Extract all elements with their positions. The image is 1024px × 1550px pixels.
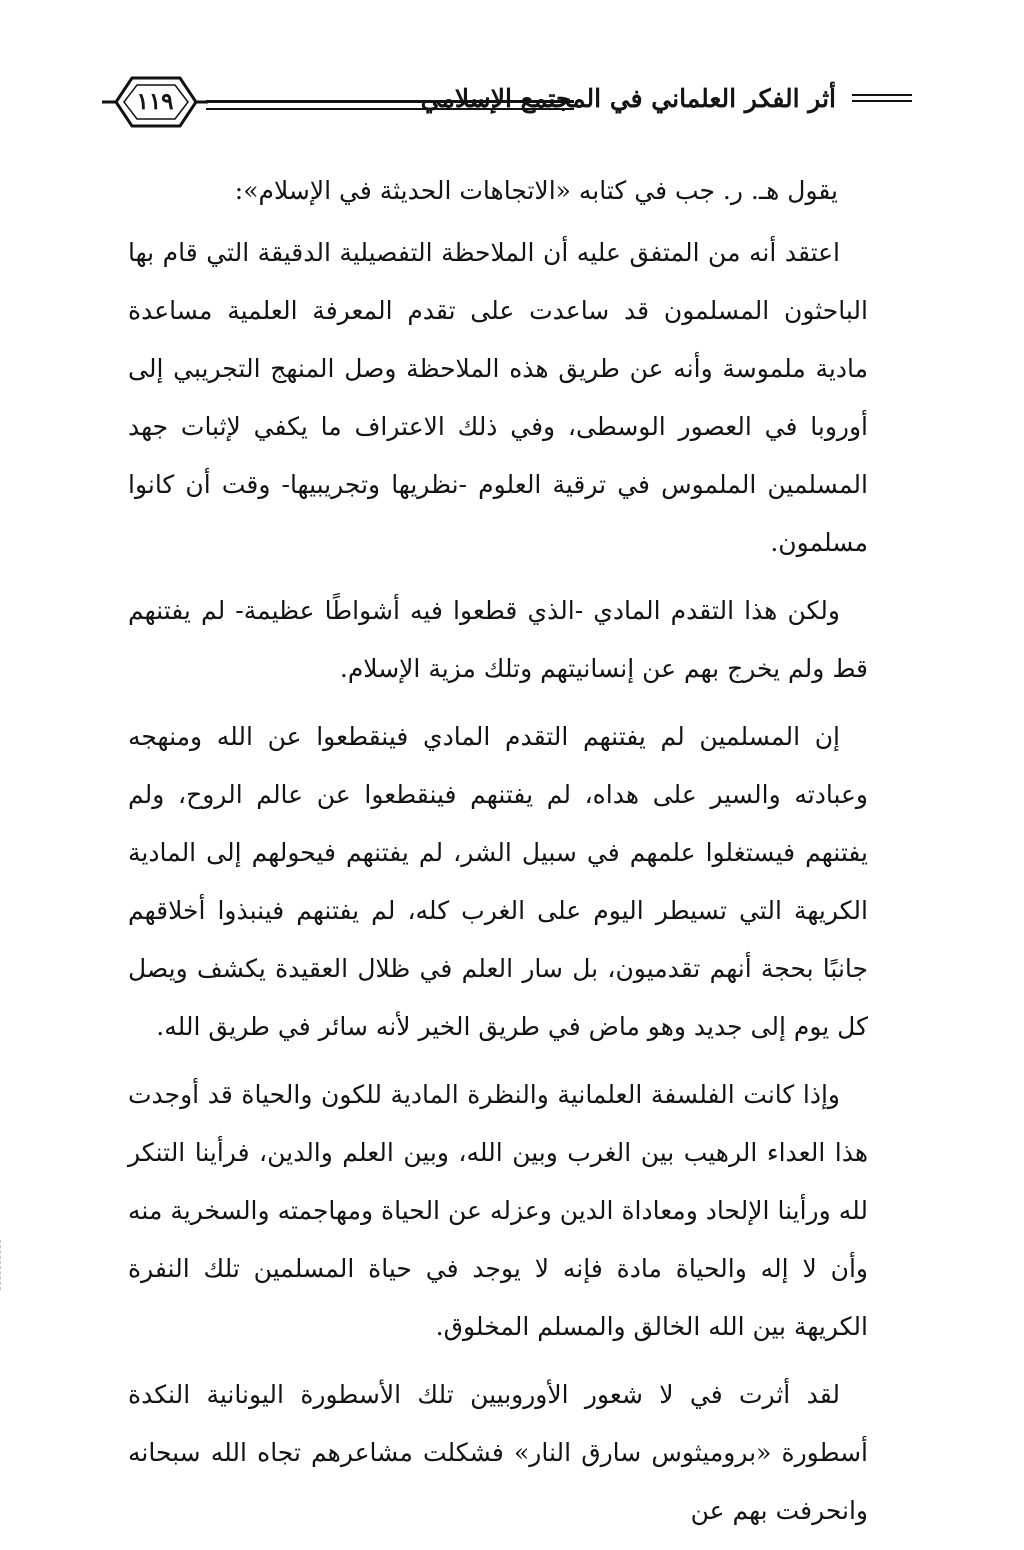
header-rule-right bbox=[852, 94, 912, 102]
scan-edge-mark bbox=[0, 1240, 23, 1290]
paragraph-secular-philosophy: وإذا كانت الفلسفة العلمانية والنظرة المادية للكون والحياة قد أوجدت هذا العداء الرهيب بين الغرب وبين الله، وبين العلم والدين، فرأينا التنكر لله ورأينا الإلحاد ومعاداة الدين وعزله عن الحياة ومهاجمته والسخرية منه وأن لا إله والحياة مادة فإنه لا يوجد في حياة المسلمين تلك النفرة الكريهة بين الله الخالق والمسلم المخلوق. bbox=[128, 1080, 868, 1341]
paragraph-material-progress: ولكن هذا التقدم المادي -الذي قطعوا فيه أشواطًا عظيمة- لم يفتنهم قط ولم يخرج بهم عن إنسانيتهم وتلك مزية الإسلام. bbox=[128, 596, 868, 683]
intro-line: يقول هـ. ر. جب في كتابه «الاتجاهات الحديثة في الإسلام»: bbox=[234, 176, 838, 205]
running-title: أثر الفكر العلماني في المجتمع الإسلامي bbox=[420, 84, 836, 113]
paragraph-quote: اعتقد أنه من المتفق عليه أن الملاحظة التفصيلية الدقيقة التي قام بها الباحثون المسلمون قد ساعدت على تقدم المعرفة العلمية مساعدة مادية ملموسة وأنه عن طريق هذه الملاحظة وصل المنهج التجريبي إلى أوروبا في العصور الوسطى، وفي ذلك الاعتراف ما يكفي لإثبات جهد المسلمين الملموس في ترقية العلوم -نظريها وتجريبيها- وقت أن كانوا مسلمون. bbox=[128, 238, 868, 557]
body-text bbox=[128, 162, 868, 1550]
page-number-badge bbox=[100, 72, 210, 132]
paragraph-prometheus-myth: لقد أثرت في لا شعور الأوروبيين تلك الأسطورة اليونانية النكدة أسطورة «بروميثوس سارق النار» فشكلت مشاعرهم تجاه الله سبحانه وانحرفت بهم عن bbox=[128, 1380, 868, 1525]
header-rule-middle bbox=[206, 100, 574, 110]
page-header bbox=[100, 72, 912, 142]
page-number: ١١٩ bbox=[136, 88, 174, 115]
paragraph-muslims-not-tempted: إن المسلمين لم يفتنهم التقدم المادي فينقطعوا عن الله ومنهجه وعبادته والسير على هداه، لم يفتنهم فينقطعوا عن عالم الروح، ولم يفتنهم فيستغلوا علمهم في سبيل الشر، لم يفتنهم فيحولهم إلى المادية الكريهة التي تسيطر اليوم على الغرب كله، لم يفتنهم فينبذوا أخلاقهم جانبًا بحجة أنهم تقدميون، بل سار العلم في ظلال العقيدة يكشف ويصل كل يوم إلى جديد وهو ماض في طريق الخير لأنه سائر في طريق الله. bbox=[128, 722, 868, 1041]
